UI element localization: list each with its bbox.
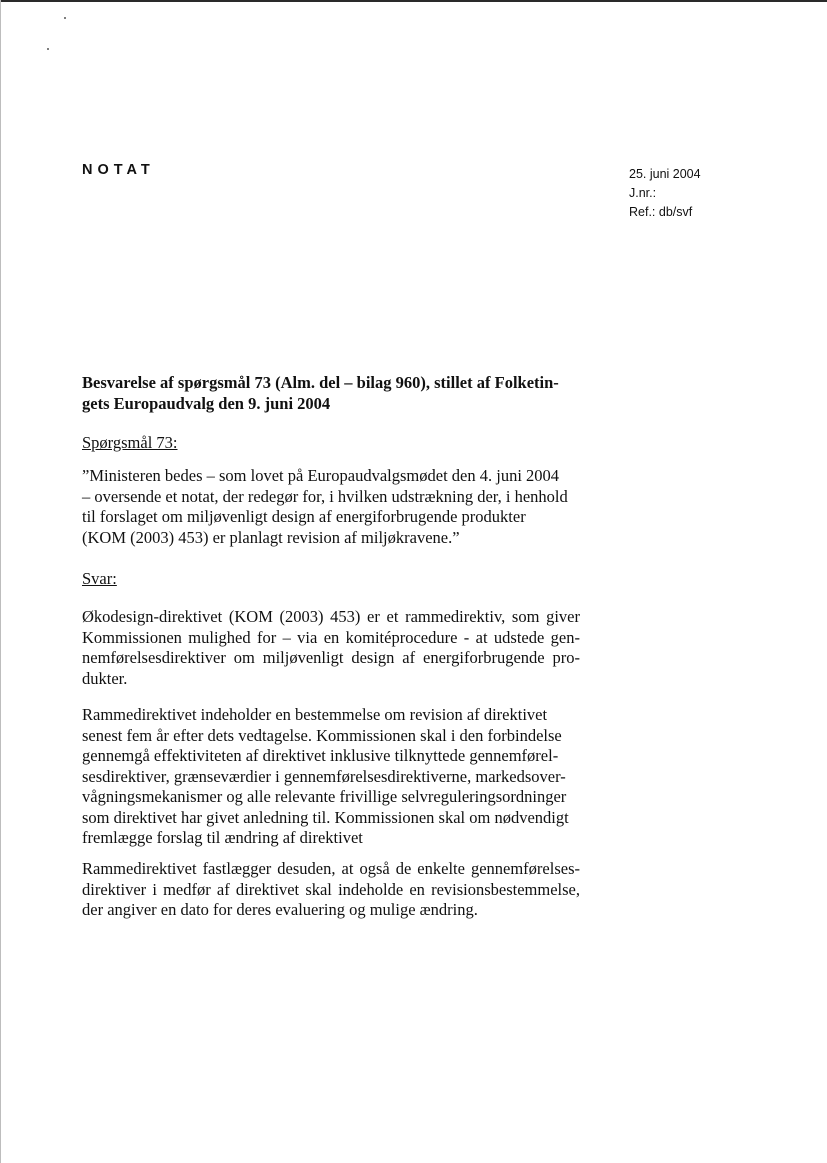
text-line: dukter. [82, 668, 128, 688]
scan-speck [64, 17, 66, 19]
document-metadata [629, 165, 701, 222]
answer-heading: Svar: [82, 569, 117, 588]
answer-paragraph-3 [82, 859, 580, 921]
answer-paragraph-2 [82, 705, 580, 849]
answer-paragraph-1 [82, 607, 580, 689]
scan-top-border [0, 0, 827, 2]
text-line: Rammedirektivet fastlægger desuden, at også de enkelte gennemførelses- [82, 859, 580, 878]
scan-speck [47, 48, 49, 50]
text-line: der angiver en dato for deres evaluering og mulige ændring. [82, 900, 478, 919]
text-line: til forslaget om miljøvenligt design af energiforbrugende produkter [82, 507, 526, 526]
text-line: direktiver i medfør af direktivet skal indeholde en revisionsbestemmelse, [82, 879, 580, 899]
document-type-label: NOTAT [82, 162, 155, 178]
document-title [82, 372, 602, 414]
text-line: ”Ministeren bedes – som lovet på Europaudvalgsmødet den 4. juni 2004 [82, 466, 560, 485]
text-line: som direktivet har givet anledning til. Kommissionen skal om nødvendigt [82, 807, 569, 827]
text-line: (KOM (2003) 453) er planlagt revision af miljøkravene.” [82, 527, 460, 547]
text-line: Rammedirektivet indeholder en bestemmelse om revision af direktivet [82, 705, 548, 724]
text-line: – oversende et notat, der redegør for, i hvilken udstrækning der, i henhold [82, 486, 568, 506]
text-line: senest fem år efter dets vedtagelse. Kommissionen skal i den forbindelse [82, 725, 562, 745]
text-line: nemførelsesdirektiver om miljøvenligt design af energiforbrugende pro- [82, 648, 580, 667]
text-line: sesdirektiver, grænseværdier i gennemførelsesdirektiverne, markedsover- [82, 766, 566, 786]
reference: Ref.: db/svf [629, 205, 693, 219]
scan-left-border [0, 0, 1, 1163]
text-line: vågningsmekanismer og alle relevante frivillige selvreguleringsordninger [82, 787, 567, 806]
title-line: gets Europaudvalg den 9. juni 2004 [82, 394, 331, 413]
text-line: gennemgå effektiviteten af direktivet inklusive tilknyttede gennemførel- [82, 746, 559, 765]
journal-number: J.nr.: [629, 186, 657, 200]
question-heading: Spørgsmål 73: [82, 433, 178, 452]
text-line: Økodesign-direktivet (KOM (2003) 453) er et rammedirektiv, som giver [82, 607, 580, 626]
question-text [82, 466, 580, 548]
text-line: Kommissionen mulighed for – via en komitéprocedure - at udstede gen- [82, 627, 580, 647]
text-line: fremlægge forslag til ændring af direktivet [82, 828, 363, 847]
document-date: 25. juni 2004 [629, 167, 701, 181]
title-line: Besvarelse af spørgsmål 73 (Alm. del – bilag 960), stillet af Folketin- [82, 373, 559, 392]
